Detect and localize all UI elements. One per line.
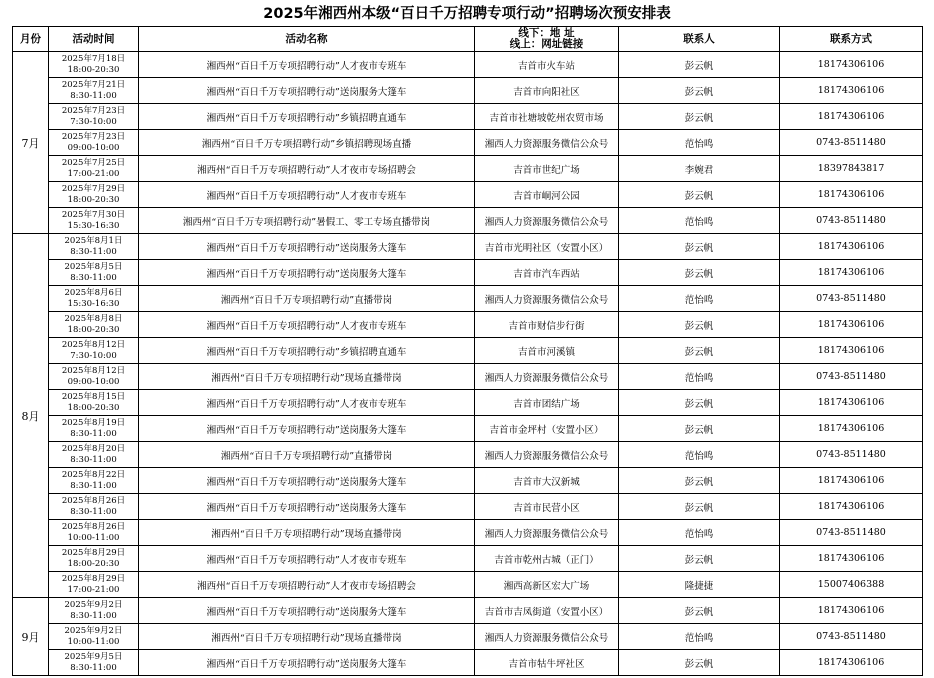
contact-cell: 彭云帆	[619, 260, 780, 286]
table-row	[13, 104, 923, 130]
contact-cell: 范怡鸣	[619, 286, 780, 312]
time-cell	[49, 598, 139, 624]
page-title: 2025年湘西州本级“百日千万招聘专项行动”招聘场次预安排表	[263, 6, 671, 22]
time-cell	[49, 546, 139, 572]
location-cell: 湘西人力资源服务微信公众号	[475, 130, 619, 156]
table-row	[13, 286, 923, 312]
contact-cell: 彭云帆	[619, 494, 780, 520]
table-row	[13, 650, 923, 676]
activity-name-cell: 湘西州“百日千万专项招聘行动”送岗服务大篷车	[139, 234, 475, 260]
time-hours: 8:30-11:00	[70, 454, 117, 465]
time-date: 2025年8月19日	[61, 418, 126, 428]
location-cell: 吉首市财信步行街	[475, 312, 619, 338]
activity-name-cell: 湘西州“百日千万专项招聘行动”人才夜市专班车	[139, 312, 475, 338]
time-hours: 18:00-20:30	[67, 324, 120, 335]
location-cell: 吉首市火车站	[475, 52, 619, 78]
time-hours: 17:00-21:00	[67, 584, 120, 595]
time-cell	[49, 78, 139, 104]
time-date: 2025年8月26日	[61, 496, 126, 506]
contact-cell: 彭云帆	[619, 390, 780, 416]
time-cell	[49, 234, 139, 260]
contact-cell: 范怡鸣	[619, 442, 780, 468]
activity-name-cell: 湘西州“百日千万专项招聘行动”乡镇招聘直通车	[139, 104, 475, 130]
location-cell: 湘西人力资源服务微信公众号	[475, 520, 619, 546]
header-time: 活动时间	[49, 27, 139, 52]
activity-name-cell: 湘西州“百日千万专项招聘行动”直播带岗	[139, 286, 475, 312]
header-location	[475, 27, 619, 52]
contact-cell: 彭云帆	[619, 312, 780, 338]
time-date: 2025年9月2日	[64, 626, 123, 636]
time-hours: 8:30-11:00	[70, 662, 117, 673]
contact-cell: 彭云帆	[619, 182, 780, 208]
activity-name-cell: 湘西州“百日千万专项招聘行动”送岗服务大篷车	[139, 598, 475, 624]
time-hours: 18:00-20:30	[67, 558, 120, 569]
time-hours: 09:00-10:00	[67, 376, 120, 387]
time-date: 2025年7月23日	[61, 132, 126, 142]
time-cell	[49, 208, 139, 234]
header-phone: 联系方式	[780, 27, 923, 52]
table-row	[13, 520, 923, 546]
table-row	[13, 624, 923, 650]
time-hours: 7:30-10:00	[70, 116, 117, 127]
phone-cell: 0743-8511480	[780, 208, 923, 234]
table-row	[13, 442, 923, 468]
time-cell	[49, 338, 139, 364]
phone-cell: 18174306106	[780, 312, 923, 338]
time-hours: 17:00-21:00	[67, 168, 120, 179]
contact-cell: 范怡鸣	[619, 624, 780, 650]
location-cell: 吉首市大汉新城	[475, 468, 619, 494]
location-cell: 湘西人力资源服务微信公众号	[475, 208, 619, 234]
time-date: 2025年8月26日	[61, 522, 126, 532]
activity-name-cell: 湘西州“百日千万专项招聘行动”现场直播带岗	[139, 624, 475, 650]
time-date: 2025年7月25日	[61, 158, 126, 168]
phone-cell: 0743-8511480	[780, 520, 923, 546]
time-date: 2025年9月2日	[64, 600, 123, 610]
time-hours: 8:30-11:00	[70, 506, 117, 517]
location-cell: 吉首市向阳社区	[475, 78, 619, 104]
schedule-table	[12, 26, 923, 676]
header-contact: 联系人	[619, 27, 780, 52]
time-date: 2025年8月12日	[61, 340, 126, 350]
phone-cell: 18397843817	[780, 156, 923, 182]
time-date: 2025年8月5日	[64, 262, 123, 272]
time-hours: 8:30-11:00	[70, 272, 117, 283]
time-date: 2025年7月30日	[61, 210, 126, 220]
phone-cell: 18174306106	[780, 650, 923, 676]
table-row	[13, 52, 923, 78]
activity-name-cell: 湘西州“百日千万专项招聘行动”人才夜市专班车	[139, 52, 475, 78]
phone-cell: 0743-8511480	[780, 442, 923, 468]
table-row	[13, 416, 923, 442]
time-cell	[49, 650, 139, 676]
activity-name-cell: 湘西州“百日千万专项招聘行动”送岗服务大篷车	[139, 494, 475, 520]
phone-cell: 18174306106	[780, 104, 923, 130]
table-row	[13, 208, 923, 234]
contact-cell: 范怡鸣	[619, 520, 780, 546]
time-date: 2025年8月20日	[61, 444, 126, 454]
location-cell: 湘西人力资源服务微信公众号	[475, 624, 619, 650]
activity-name-cell: 湘西州“百日千万专项招聘行动”现场直播带岗	[139, 364, 475, 390]
table-row	[13, 182, 923, 208]
time-cell	[49, 572, 139, 598]
table-row	[13, 572, 923, 598]
time-hours: 18:00-20:30	[67, 402, 120, 413]
contact-cell: 范怡鸣	[619, 208, 780, 234]
table-row	[13, 338, 923, 364]
time-date: 2025年7月29日	[61, 184, 126, 194]
phone-cell: 18174306106	[780, 260, 923, 286]
location-cell: 吉首市世纪广场	[475, 156, 619, 182]
contact-cell: 彭云帆	[619, 650, 780, 676]
contact-cell: 彭云帆	[619, 338, 780, 364]
contact-cell: 范怡鸣	[619, 130, 780, 156]
location-cell: 湘西人力资源服务微信公众号	[475, 442, 619, 468]
activity-name-cell: 湘西州“百日千万专项招聘行动”人才夜市专场招聘会	[139, 156, 475, 182]
time-cell	[49, 156, 139, 182]
time-hours: 8:30-11:00	[70, 428, 117, 439]
time-cell	[49, 182, 139, 208]
month-cell: 7月	[13, 52, 49, 234]
header-row	[13, 27, 923, 52]
phone-cell: 18174306106	[780, 390, 923, 416]
time-date: 2025年8月12日	[61, 366, 126, 376]
time-date: 2025年8月8日	[64, 314, 123, 324]
time-cell	[49, 468, 139, 494]
contact-cell: 彭云帆	[619, 416, 780, 442]
phone-cell: 18174306106	[780, 416, 923, 442]
time-cell	[49, 312, 139, 338]
location-cell: 吉首市光明社区（安置小区）	[475, 234, 619, 260]
activity-name-cell: 湘西州“百日千万专项招聘行动”直播带岗	[139, 442, 475, 468]
time-hours: 10:00-11:00	[67, 636, 120, 647]
location-cell: 吉首市社塘坡乾州农贸市场	[475, 104, 619, 130]
phone-cell: 0743-8511480	[780, 286, 923, 312]
time-hours: 15:30-16:30	[67, 298, 120, 309]
time-date: 2025年7月23日	[61, 106, 126, 116]
time-hours: 09:00-10:00	[67, 142, 120, 153]
phone-cell: 18174306106	[780, 182, 923, 208]
time-hours: 10:00-11:00	[67, 532, 120, 543]
time-cell	[49, 52, 139, 78]
table-row	[13, 130, 923, 156]
contact-cell: 彭云帆	[619, 234, 780, 260]
contact-cell: 彭云帆	[619, 52, 780, 78]
activity-name-cell: 湘西州“百日千万专项招聘行动”人才夜市专班车	[139, 546, 475, 572]
header-location-line2: 线上：网址链接	[509, 38, 584, 50]
time-date: 2025年7月21日	[61, 80, 126, 90]
activity-name-cell: 湘西州“百日千万专项招聘行动”现场直播带岗	[139, 520, 475, 546]
table-row	[13, 494, 923, 520]
location-cell: 吉首市民营小区	[475, 494, 619, 520]
time-date: 2025年8月22日	[61, 470, 126, 480]
table-row	[13, 390, 923, 416]
location-cell: 吉首市乾州古城（正门）	[475, 546, 619, 572]
activity-name-cell: 湘西州“百日千万专项招聘行动”送岗服务大篷车	[139, 650, 475, 676]
activity-name-cell: 湘西州“百日千万专项招聘行动”送岗服务大篷车	[139, 416, 475, 442]
phone-cell: 0743-8511480	[780, 624, 923, 650]
time-cell	[49, 624, 139, 650]
time-date: 2025年7月18日	[61, 54, 126, 64]
location-cell: 吉首市团结广场	[475, 390, 619, 416]
activity-name-cell: 湘西州“百日千万专项招聘行动”暑假工、零工专场直播带岗	[139, 208, 475, 234]
location-cell: 湘西人力资源服务微信公众号	[475, 364, 619, 390]
activity-name-cell: 湘西州“百日千万专项招聘行动”人才夜市专场招聘会	[139, 572, 475, 598]
contact-cell: 彭云帆	[619, 104, 780, 130]
activity-name-cell: 湘西州“百日千万专项招聘行动”送岗服务大篷车	[139, 260, 475, 286]
phone-cell: 18174306106	[780, 52, 923, 78]
table-body	[13, 52, 923, 676]
header-location-line1: 线下：地 址	[518, 27, 575, 39]
location-cell: 吉首市峒河公园	[475, 182, 619, 208]
time-date: 2025年9月5日	[64, 652, 123, 662]
location-cell: 湘西人力资源服务微信公众号	[475, 286, 619, 312]
phone-cell: 15007406388	[780, 572, 923, 598]
location-cell: 吉首市吉凤街道（安置小区）	[475, 598, 619, 624]
activity-name-cell: 湘西州“百日千万专项招聘行动”乡镇招聘现场直播	[139, 130, 475, 156]
contact-cell: 隆捷捷	[619, 572, 780, 598]
time-hours: 8:30-11:00	[70, 90, 117, 101]
time-date: 2025年8月29日	[61, 574, 126, 584]
time-hours: 8:30-11:00	[70, 246, 117, 257]
table-row	[13, 546, 923, 572]
time-hours: 8:30-11:00	[70, 480, 117, 491]
time-date: 2025年8月15日	[61, 392, 126, 402]
table-row	[13, 598, 923, 624]
activity-name-cell: 湘西州“百日千万专项招聘行动”人才夜市专班车	[139, 182, 475, 208]
activity-name-cell: 湘西州“百日千万专项招聘行动”人才夜市专班车	[139, 390, 475, 416]
location-cell: 吉首市金坪村（安置小区）	[475, 416, 619, 442]
time-cell	[49, 520, 139, 546]
time-date: 2025年8月6日	[64, 288, 123, 298]
table-row	[13, 364, 923, 390]
location-cell: 吉首市牯牛坪社区	[475, 650, 619, 676]
time-hours: 18:00-20:30	[67, 194, 120, 205]
activity-name-cell: 湘西州“百日千万专项招聘行动”送岗服务大篷车	[139, 78, 475, 104]
time-date: 2025年8月1日	[64, 236, 123, 246]
location-cell: 吉首市河溪镇	[475, 338, 619, 364]
table-row	[13, 234, 923, 260]
phone-cell: 0743-8511480	[780, 364, 923, 390]
table-row	[13, 260, 923, 286]
header-month: 月份	[13, 27, 49, 52]
month-cell: 9月	[13, 598, 49, 676]
time-cell	[49, 286, 139, 312]
phone-cell: 18174306106	[780, 494, 923, 520]
time-cell	[49, 390, 139, 416]
phone-cell: 18174306106	[780, 546, 923, 572]
time-hours: 8:30-11:00	[70, 610, 117, 621]
contact-cell: 范怡鸣	[619, 364, 780, 390]
contact-cell: 彭云帆	[619, 546, 780, 572]
time-hours: 15:30-16:30	[67, 220, 120, 231]
table-row	[13, 312, 923, 338]
contact-cell: 彭云帆	[619, 468, 780, 494]
time-cell	[49, 260, 139, 286]
time-cell	[49, 104, 139, 130]
time-cell	[49, 494, 139, 520]
time-cell	[49, 364, 139, 390]
phone-cell: 18174306106	[780, 338, 923, 364]
table-row	[13, 468, 923, 494]
phone-cell: 0743-8511480	[780, 130, 923, 156]
month-cell: 8月	[13, 234, 49, 598]
phone-cell: 18174306106	[780, 234, 923, 260]
contact-cell: 彭云帆	[619, 598, 780, 624]
table-row	[13, 156, 923, 182]
activity-name-cell: 湘西州“百日千万专项招聘行动”乡镇招聘直通车	[139, 338, 475, 364]
time-hours: 18:00-20:30	[67, 64, 120, 75]
activity-name-cell: 湘西州“百日千万专项招聘行动”送岗服务大篷车	[139, 468, 475, 494]
contact-cell: 彭云帆	[619, 78, 780, 104]
phone-cell: 18174306106	[780, 598, 923, 624]
time-cell	[49, 416, 139, 442]
time-hours: 7:30-10:00	[70, 350, 117, 361]
location-cell: 湘西高新区宏大广场	[475, 572, 619, 598]
time-cell	[49, 130, 139, 156]
phone-cell: 18174306106	[780, 78, 923, 104]
header-name: 活动名称	[139, 27, 475, 52]
location-cell: 吉首市汽车西站	[475, 260, 619, 286]
table-row	[13, 78, 923, 104]
time-cell	[49, 442, 139, 468]
time-date: 2025年8月29日	[61, 548, 126, 558]
contact-cell: 李婉君	[619, 156, 780, 182]
phone-cell: 18174306106	[780, 468, 923, 494]
